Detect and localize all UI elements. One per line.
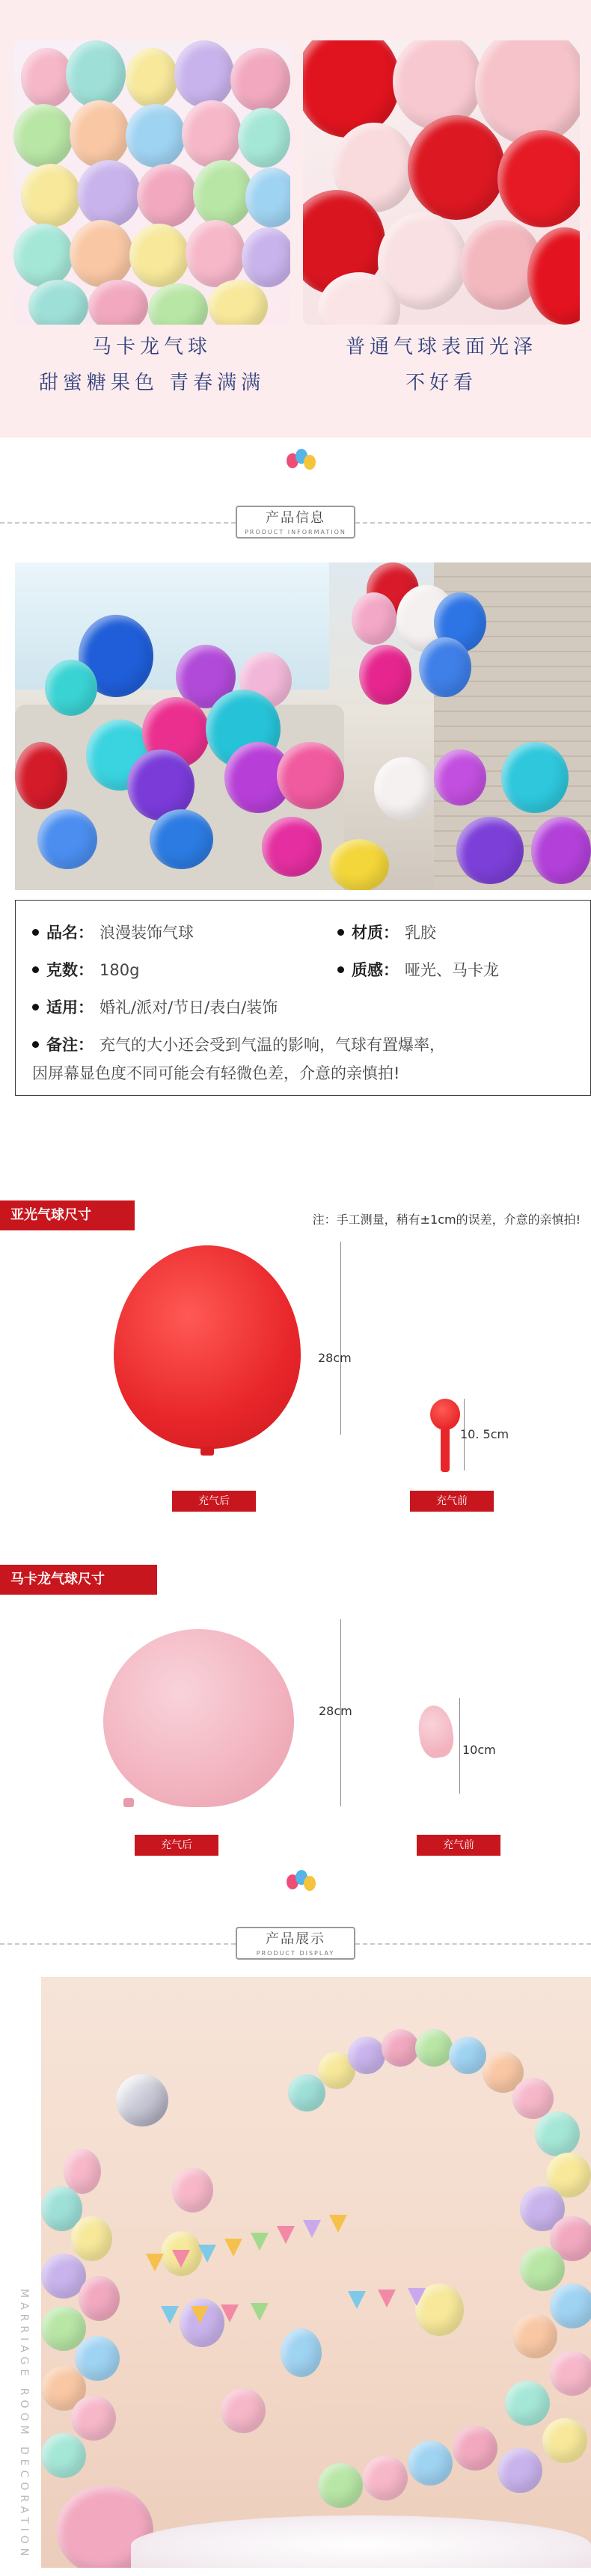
bullet-icon: [32, 1004, 39, 1011]
macaron-deflated-measure-line: [459, 1698, 460, 1794]
bullet-icon: [337, 966, 344, 973]
macaron-caption: [13, 329, 290, 401]
section-title-box: [236, 506, 355, 539]
bunting-flag: [146, 2254, 164, 2272]
measure-note: 注：手工测量，稍有±1cm的误差，介意的亲慎拍!: [312, 1212, 581, 1227]
macaron-balloon-deflated: [415, 1703, 456, 1760]
matte-before-label: 充气前: [410, 1491, 494, 1512]
bunting-flag: [251, 2303, 269, 2321]
weight-value: 180g: [99, 961, 140, 979]
wedding-room-decoration-photo: [41, 1977, 591, 2568]
remark-label: 备注：: [46, 1036, 94, 1054]
section-title-box: [236, 1927, 355, 1960]
matte-balloon-deflated: [430, 1399, 460, 1430]
bullet-icon: [32, 966, 39, 973]
matte-measure-line: [340, 1242, 341, 1435]
matte-balloon-deflated-neck: [441, 1427, 450, 1472]
bullet-icon: [32, 1041, 39, 1048]
texture-label: 质感：: [352, 961, 399, 979]
living-room-balloons-photo: [15, 562, 591, 890]
name-value: 浪漫装饰气球: [99, 924, 194, 942]
use-label: 适用：: [46, 999, 94, 1016]
bunting-flag: [303, 2220, 321, 2238]
bunting-flag: [348, 2291, 366, 2309]
bunting-flag: [221, 2304, 239, 2322]
info-row-texture: [337, 957, 499, 983]
matte-size-tag: 亚光气球尺寸: [0, 1200, 135, 1230]
header-divider-right: [355, 522, 591, 524]
macaron-size-tag: 马卡龙气球尺寸: [0, 1565, 157, 1595]
bunting-flag: [251, 2233, 269, 2251]
macaron-after-label: 充气后: [135, 1835, 218, 1856]
bullet-icon: [337, 929, 344, 936]
header-divider-left: [0, 522, 236, 524]
glossy-caption-line2: 不好看: [405, 372, 477, 394]
header-divider-left: [0, 1943, 236, 1945]
balloon-cluster-icon-3: [304, 1876, 316, 1891]
section-header-info: [0, 449, 591, 553]
glossy-balloons-photo: [303, 40, 580, 325]
balloon-cluster-icon-3: [304, 455, 316, 470]
bunting-flag: [161, 2306, 179, 2324]
macaron-balloons-photo: [13, 40, 290, 325]
section-title: 产品信息: [266, 510, 325, 526]
bunting-flag: [277, 2226, 295, 2244]
name-label: 品名：: [46, 924, 94, 942]
matte-balloon-inflated: [114, 1245, 301, 1449]
glossy-caption: [303, 329, 580, 401]
macaron-caption-line1: 马卡龙气球: [91, 336, 212, 358]
material-label: 材质：: [352, 924, 399, 942]
section-header-display: [0, 1870, 591, 1975]
matte-deflated-size: 10. 5cm: [460, 1427, 509, 1441]
section-title: 产品展示: [266, 1931, 325, 1947]
texture-value: 哑光、马卡龙: [405, 961, 499, 979]
bunting-flag: [198, 2245, 216, 2263]
remark-value-line1: 充气的大小还会受到气温的影响，气球有置爆率，: [99, 1036, 445, 1054]
info-row-remark: [32, 1032, 445, 1058]
use-value: 婚礼/派对/节日/表白/装饰: [99, 999, 278, 1016]
weight-label: 克数：: [46, 961, 94, 979]
bullet-icon: [32, 929, 39, 936]
matte-inflated-size: 28cm: [318, 1351, 352, 1365]
info-row-weight: [32, 957, 139, 983]
glossy-caption-line1: 普通气球表面光泽: [345, 336, 537, 358]
macaron-before-label: 充气前: [417, 1835, 500, 1856]
info-row-use: [32, 995, 278, 1020]
matte-after-label: 充气后: [172, 1491, 256, 1512]
section-subtitle: PRODUCT DISPLAY: [256, 1950, 335, 1957]
macaron-caption-line2: 甜蜜糖果色 青春满满: [38, 372, 266, 394]
macaron-deflated-size: 10cm: [462, 1743, 496, 1757]
macaron-balloon-knot: [123, 1798, 134, 1807]
bunting-flag: [224, 2239, 242, 2257]
section-subtitle: PRODUCT INFORMATION: [245, 529, 346, 536]
header-divider-right: [355, 1943, 591, 1945]
display-side-text: MARRIAGE ROOM DECORATION: [18, 2289, 30, 2561]
bunting-flag: [378, 2290, 396, 2307]
bunting-flag: [172, 2250, 190, 2268]
floor-tulle: [131, 2515, 591, 2568]
info-row-remark-2: [32, 1061, 399, 1086]
info-row-material: [337, 920, 436, 945]
bunting-flag: [408, 2288, 426, 2306]
material-value: 乳胶: [405, 924, 436, 942]
bunting-flag: [329, 2215, 347, 2233]
macaron-inflated-size: 28cm: [319, 1704, 352, 1718]
comparison-banner: [0, 0, 591, 438]
bunting-flag: [191, 2306, 209, 2324]
product-info-box: [15, 900, 591, 1096]
silver-foil-balloon: [116, 2074, 168, 2126]
macaron-balloon-inflated: [103, 1629, 294, 1807]
info-row-name: [32, 920, 194, 945]
remark-value-line2: 因屏幕显色度不同可能会有轻微色差，介意的亲慎拍!: [32, 1064, 400, 1082]
matte-balloon-knot: [200, 1447, 214, 1456]
